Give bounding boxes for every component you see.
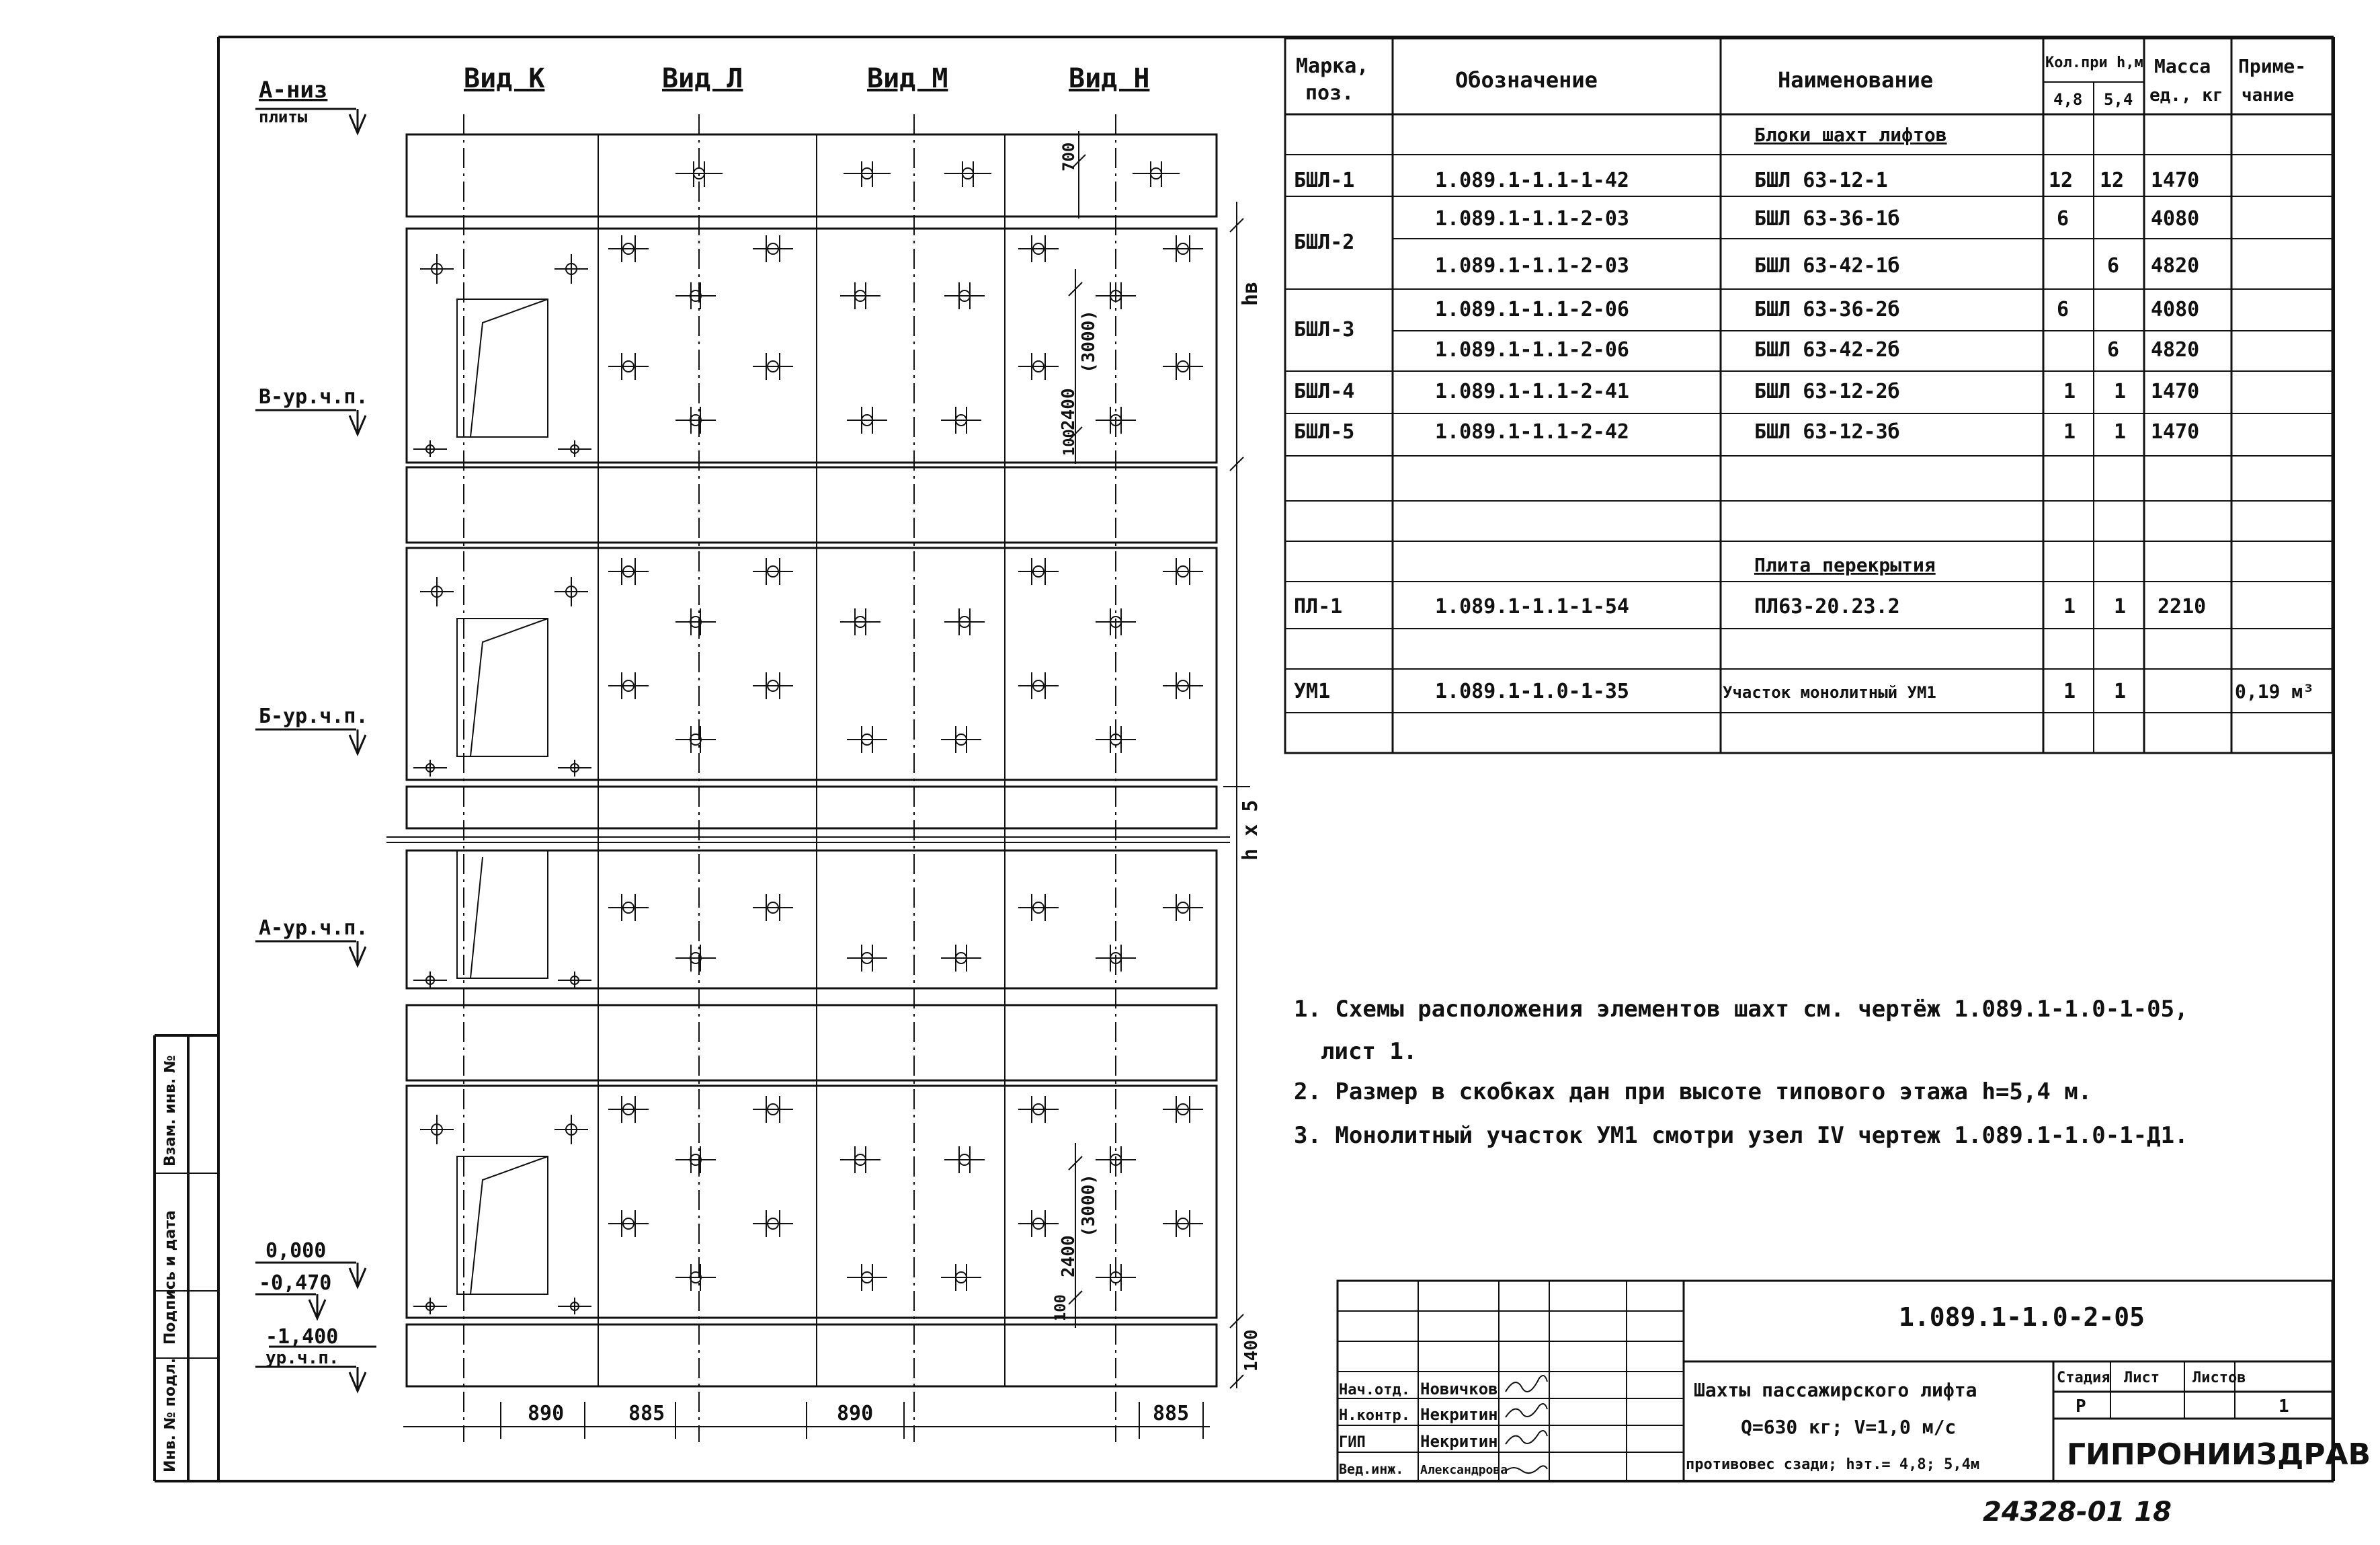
dim-3000-1: (3000) [1079,310,1099,373]
level-zero: 0,000 [265,1239,327,1263]
row-7-name: БШЛ 63-12-3б [1754,420,1900,444]
row-1-code: 1.089.1-1.1-1-42 [1435,169,1629,192]
row-5-code: 1.089.1-1.1-2-06 [1435,338,1629,362]
slab-name: ПЛ63-20.23.2 [1754,595,1900,619]
hdr-massa-1: Масса [2154,55,2211,77]
row-7-code: 1.089.1-1.1-2-42 [1435,420,1629,444]
dim-bottom-885-1: 885 [628,1402,665,1425]
row-5-mass: 4820 [2151,338,2200,362]
dim-bottom-890-1: 890 [528,1402,565,1425]
door-openings [457,299,548,1294]
view-title-m: Вид М [867,63,948,94]
stage-value: Р [2076,1396,2086,1417]
level-minus1400: -1,400 [265,1325,339,1349]
dimension-lines [403,131,1250,1439]
level-minus470: -0,470 [259,1271,332,1295]
level-labels [259,77,368,1368]
row-2-q48: 6 [2057,207,2069,231]
hdr-oboznachenie: Обозначение [1455,67,1598,93]
row-2-mass: 4080 [2151,207,2200,231]
note-1: 1. Схемы расположения элементов шахт см. чертёж 1.089.1-1.0-1-05, [1294,996,2188,1023]
row-6-code: 1.089.1-1.1-2-41 [1435,380,1629,403]
row-1-q54: 12 [2100,169,2125,192]
slab-q48: 1 [2063,595,2076,619]
level-ur-ch-p: ур.ч.п. [265,1348,339,1368]
view-title-l: Вид Л [662,63,743,94]
hdr-kol-48: 4,8 [2053,90,2083,109]
hdr-kol-54: 5,4 [2104,90,2133,109]
row-3-q54: 6 [2107,254,2120,278]
row-6-q54: 1 [2114,380,2127,403]
note-1-cont: лист 1. [1321,1038,1418,1065]
view-titles [464,63,1149,94]
dim-1400: 1400 [1241,1329,1262,1372]
row-7-mass: 1470 [2151,420,2200,444]
staff-role-4: Вед.инж. [1339,1461,1404,1477]
footer-number: 24328-01 18 [1983,1497,2172,1528]
row-4-mass: 4080 [2151,298,2200,321]
hdr-marka-2: поз. [1305,81,1354,105]
row-4-q48: 6 [2057,298,2069,321]
stage-label: Стадия [2057,1370,2110,1386]
hdr-kol: Кол.при h,м [2045,54,2143,71]
section-slab: Плита перекрытия [1754,554,1936,576]
dim-hx5: h x 5 [1239,799,1262,861]
dimension-texts [528,143,1262,1425]
sheets-label: Листов [2192,1370,2246,1386]
row-1-q48: 12 [2049,169,2074,192]
row-1-mark: БШЛ-1 [1294,169,1355,192]
row-7-mark: БШЛ-5 [1294,420,1355,444]
level-a-bottom-2: плиты [259,108,308,126]
staff-name-1: Новичков [1420,1380,1498,1398]
sheets-value: 1 [2279,1396,2289,1417]
side-stamp-sign: Подпись и дата [162,1210,179,1345]
hdr-naimenovanie: Наименование [1778,67,1934,93]
title-line-1: Шахты пассажирского лифта [1694,1379,1977,1401]
hdr-prim-1: Приме- [2238,55,2307,77]
row-1-name: БШЛ 63-12-1 [1754,169,1888,192]
dim-100-2: 100 [1053,1294,1069,1321]
staff-role-3: ГИП [1339,1434,1366,1451]
slab-mark: ПЛ-1 [1294,595,1343,619]
row-7-q48: 1 [2063,420,2076,444]
hdr-marka-1: Марка, [1296,54,1369,78]
org-name: ГИПРОНИИЗДРАВ [2067,1437,2371,1472]
dim-2400-1: 2400 [1059,388,1079,430]
title-line-3: противовес сзади; hэт.= 4,8; 5,4м [1686,1456,1980,1473]
slab-q54: 1 [2114,595,2127,619]
level-a: А-ур.ч.п. [259,916,368,940]
level-marks [255,109,376,1391]
dim-2400-2: 2400 [1059,1235,1079,1277]
spec-table [1285,38,2332,753]
note-3: 3. Монолитный участок УМ1 смотри узел IV чертеж 1.089.1-1.0-1-Д1. [1294,1122,2188,1149]
dim-top-700: 700 [1059,142,1078,171]
staff-name-4: Александрова [1420,1463,1508,1477]
mono-note: 0,19 м³ [2235,680,2315,703]
row-5-q54: 6 [2107,338,2120,362]
slab-code: 1.089.1-1.1-1-54 [1435,595,1629,619]
hdr-massa-2: ед., кг [2149,85,2223,106]
row-6-q48: 1 [2063,380,2076,403]
row-5-name: БШЛ 63-42-2б [1754,338,1900,362]
row-1-mass: 1470 [2151,169,2200,192]
mono-q48: 1 [2063,680,2076,703]
side-stamp [162,1056,179,1472]
mono-q54: 1 [2114,680,2127,703]
row-3-name: БШЛ 63-42-1б [1754,254,1900,278]
title-line-2: Q=630 кг; V=1,0 м/с [1741,1416,1957,1438]
row-2-code: 1.089.1-1.1-2-03 [1435,207,1629,231]
row-3-code: 1.089.1-1.1-2-03 [1435,254,1629,278]
row-3-mass: 4820 [2151,254,2200,278]
staff-role-2: Н.контр. [1339,1407,1410,1424]
row-6-mass: 1470 [2151,380,2200,403]
mono-name: Участок монолитный УМ1 [1723,683,1936,702]
row-2-name: БШЛ 63-36-1б [1754,207,1900,231]
row-6-mark: БШЛ-4 [1294,380,1355,403]
dim-hv: hв [1239,281,1262,306]
row-4-name: БШЛ 63-36-2б [1754,298,1900,321]
row-7-q54: 1 [2114,420,2127,444]
mono-mark: УМ1 [1294,680,1331,703]
dim-bottom-890-2: 890 [837,1402,874,1425]
side-stamp-vzam: Взам. инв. № [162,1055,179,1166]
section-blocks: Блоки шахт лифтов [1754,124,1947,146]
side-stamp-inv: Инв. № подл. [162,1357,179,1472]
dim-bottom-885-2: 885 [1153,1402,1190,1425]
row-4-mark: БШЛ-3 [1294,318,1355,342]
hdr-prim-2: чание [2242,85,2295,106]
mono-code: 1.089.1-1.0-1-35 [1435,680,1629,703]
staff-name-2: Некритин [1420,1405,1498,1424]
staff-name-3: Некритин [1420,1432,1498,1451]
level-a-bottom: А-низ [259,77,328,104]
level-v: В-ур.ч.п. [259,385,368,409]
slab-mass: 2210 [2158,595,2207,619]
dim-100-1: 100 [1061,429,1078,456]
level-b: Б-ур.ч.п. [259,705,368,728]
notes [1294,996,2188,1149]
title-block [1338,1281,2371,1481]
view-title-k: Вид К [464,63,545,94]
row-4-code: 1.089.1-1.1-2-06 [1435,298,1629,321]
title-code: 1.089.1-1.0-2-05 [1899,1302,2145,1332]
row-6-name: БШЛ 63-12-2б [1754,380,1900,403]
row-2-mark: БШЛ-2 [1294,231,1355,254]
staff-role-1: Нач.отд. [1339,1382,1410,1398]
view-title-n: Вид Н [1069,63,1150,94]
note-2: 2. Размер в скобках дан при высоте типового этажа h=5,4 м. [1294,1078,2092,1105]
dim-3000-2: (3000) [1079,1174,1099,1237]
sheet-label: Лист [2124,1370,2160,1386]
